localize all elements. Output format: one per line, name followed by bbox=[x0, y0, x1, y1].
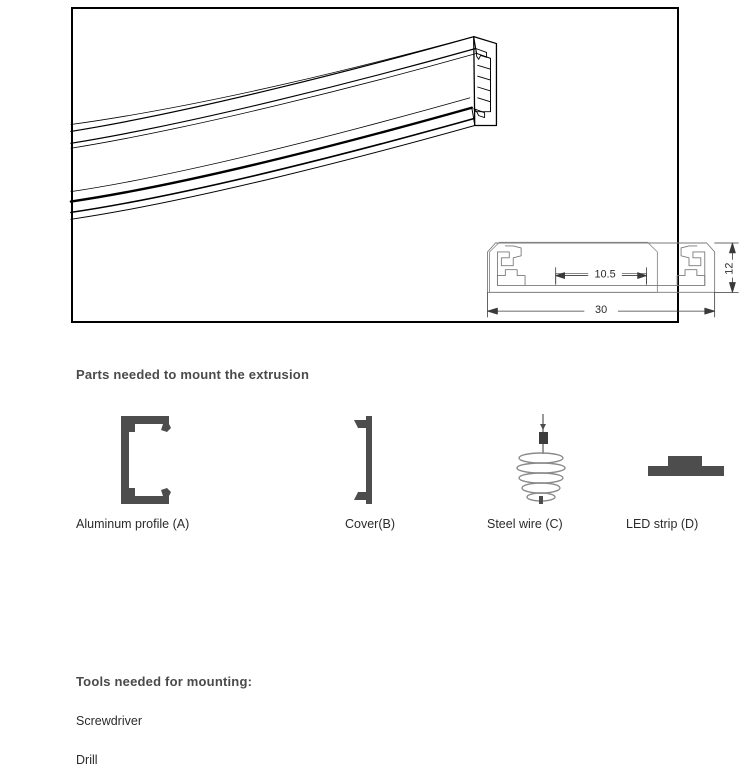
part-item-aluminum-profile bbox=[71, 405, 221, 540]
tools-section-heading: Tools needed for mounting: bbox=[76, 674, 253, 689]
dimension-overall-width: 30 bbox=[595, 304, 608, 317]
parts-section-heading: Parts needed to mount the extrusion bbox=[76, 367, 310, 382]
led-strip-icon bbox=[571, 405, 721, 510]
dimension-overall-height: 12 bbox=[723, 262, 736, 275]
dimension-inner-width: 10.5 bbox=[594, 268, 616, 281]
aluminum-profile-icon bbox=[71, 405, 221, 510]
part-item-led-strip bbox=[571, 405, 721, 540]
steel-wire-icon bbox=[426, 405, 576, 510]
technical-illustration-frame bbox=[71, 7, 736, 323]
tool-item-screwdriver: Screwdriver bbox=[76, 714, 142, 728]
tool-item-drill: Drill bbox=[76, 753, 98, 767]
parts-list bbox=[71, 405, 699, 540]
part-label-steel-wire: Steel wire (C) bbox=[487, 517, 563, 531]
extrusion-drawing bbox=[73, 9, 736, 321]
part-item-cover bbox=[276, 405, 426, 540]
part-label-aluminum-profile: Aluminum profile (A) bbox=[76, 517, 190, 531]
part-item-steel-wire bbox=[426, 405, 576, 540]
part-label-led-strip: LED strip (D) bbox=[626, 517, 699, 531]
cover-icon bbox=[276, 405, 426, 510]
part-label-cover: Cover(B) bbox=[345, 517, 396, 531]
